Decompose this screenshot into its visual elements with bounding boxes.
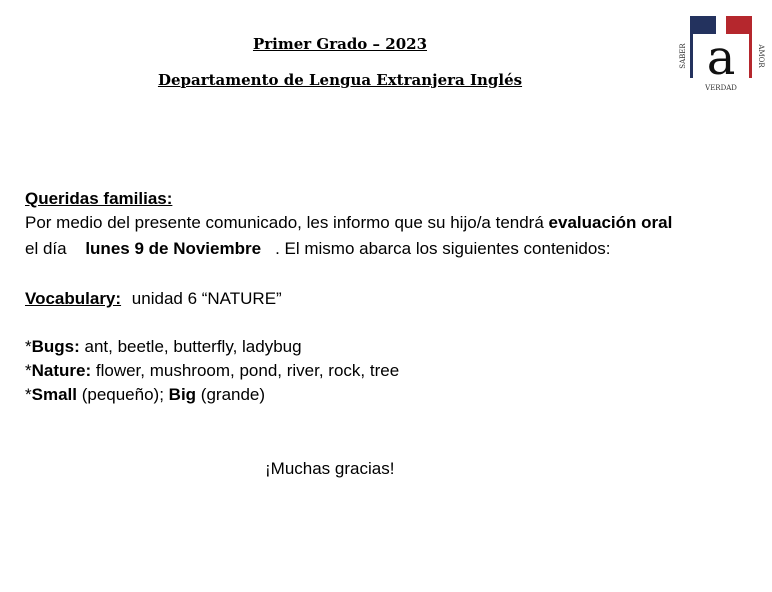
vocabulary-line [25, 287, 282, 311]
bullet-prefix: * [25, 385, 32, 404]
date-prefix: el día [25, 239, 67, 258]
item-text: ant, beetle, butterfly, ladybug [79, 337, 302, 356]
closing: ¡Muchas gracias! [265, 459, 395, 478]
item-label: Bugs: [31, 337, 80, 356]
closing-line [265, 457, 394, 481]
school-logo [680, 16, 764, 94]
evaluation-type: evaluación oral [548, 213, 673, 232]
list-item [25, 359, 399, 383]
vocabulary-label: Vocabulary: [25, 289, 122, 308]
list-item [25, 383, 265, 407]
intro-line-2 [25, 237, 611, 261]
intro-text: Por medio del presente comunicado, les informo que su hijo/a tendrá [25, 213, 549, 232]
logo-letter: a [706, 30, 736, 86]
department-name: Departamento de Lengua Extranjera Inglés [157, 71, 523, 89]
vocabulary-unit: unidad 6 “NATURE” [131, 289, 282, 308]
small-label: Small [31, 385, 77, 404]
greeting-line [25, 187, 172, 211]
big-label: Big [168, 385, 197, 404]
logo-red-bar [749, 34, 752, 78]
logo-navy-bar [690, 34, 693, 78]
intro-line-1 [25, 211, 672, 235]
evaluation-date: lunes 9 de Noviembre [85, 239, 262, 258]
item-label: Nature: [31, 361, 92, 380]
list-item [25, 335, 302, 359]
small-text: (pequeño); [76, 385, 169, 404]
greeting: Queridas familias: [25, 189, 173, 208]
logo-word-left: SABER [679, 43, 687, 69]
bullet-prefix: * [25, 337, 32, 356]
document-title: Primer Grado – 2023 [252, 35, 428, 53]
item-text: flower, mushroom, pond, river, rock, tree [91, 361, 400, 380]
bullet-prefix: * [25, 361, 32, 380]
logo-word-bottom: VERDAD [705, 84, 737, 92]
logo-word-right: AMOR [757, 44, 765, 68]
date-suffix: . El mismo abarca los siguientes contenidos: [275, 239, 611, 258]
big-text: (grande) [196, 385, 266, 404]
